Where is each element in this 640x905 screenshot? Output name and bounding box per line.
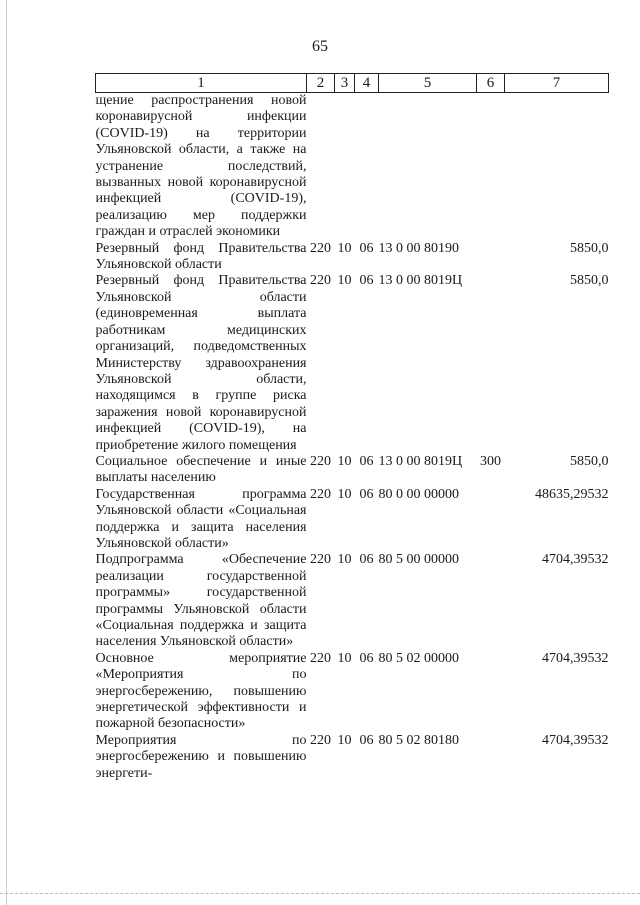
- scan-edge-line: [6, 0, 7, 905]
- row-name: Основное мероприятие «Мероприятия по энергосбережению, повышению энергетической эффективности и пожарной безопасности»: [95, 650, 307, 732]
- row-section-code: 10: [337, 273, 352, 289]
- row-name: Мероприятия по энергосбережению и повышению энергети-: [95, 732, 307, 781]
- row-subsection-code: 06: [359, 486, 374, 502]
- row-amount: 4704,39532: [542, 650, 609, 666]
- row-target-article: 80 0 00 00000: [378, 486, 459, 502]
- row-subsection-code: 06: [359, 453, 374, 469]
- budget-table: [95, 73, 609, 782]
- row-amount: 4704,39532: [542, 732, 609, 748]
- table-row: [96, 454, 609, 487]
- row-amount: 5850,0: [570, 453, 609, 469]
- table-header: [96, 74, 609, 93]
- header-col-4: 4: [355, 74, 379, 93]
- row-subsection-code: 06: [359, 240, 374, 256]
- row-expense-type: [477, 93, 505, 241]
- row-target-article: 13 0 00 80190: [378, 240, 459, 256]
- row-target-article: 13 0 00 8019Ц: [378, 273, 463, 289]
- row-amount: 48635,29532: [535, 486, 609, 502]
- row-subsection-code: [355, 93, 379, 241]
- row-expense-type: 300: [480, 453, 501, 469]
- row-amount: 4704,39532: [542, 552, 609, 568]
- row-ministry-code: 220: [310, 732, 331, 748]
- table-row: [96, 733, 609, 782]
- table-body: [96, 93, 609, 783]
- table-row: [96, 552, 609, 650]
- row-ministry-code: 220: [310, 650, 331, 666]
- row-ministry-code: 220: [310, 240, 331, 256]
- table-row: [96, 93, 609, 241]
- table-row: [96, 487, 609, 553]
- table-row: [96, 241, 609, 274]
- row-ministry-code: [307, 93, 335, 241]
- row-expense-type: [477, 241, 505, 274]
- row-section-code: 10: [337, 650, 352, 666]
- row-section-code: [335, 93, 355, 241]
- row-ministry-code: 220: [310, 273, 331, 289]
- row-name: Подпрограмма «Обеспечение реализации государственной программы» государственной программы Ульяновской области «Социальная поддержка и защита населения Ульяновской области»: [95, 552, 307, 650]
- row-name: Резервный фонд Правительства Ульяновской области: [95, 240, 307, 273]
- row-expense-type: [477, 552, 505, 650]
- row-name: Социальное обеспечение и иные выплаты населению: [95, 453, 307, 486]
- header-col-6: 6: [477, 74, 505, 93]
- row-subsection-code: 06: [359, 273, 374, 289]
- row-section-code: 10: [337, 240, 352, 256]
- row-name: щение распространения новой коронавирусной инфекции (COVID-19) на территории Ульяновской области, а также на устранение последствий, вызванных новой коронавирусной инфекцией (COVID-19), реализацию мер поддержки граждан и отраслей экономики: [95, 93, 307, 240]
- row-expense-type: [477, 487, 505, 553]
- row-amount: 5850,0: [570, 273, 609, 289]
- row-ministry-code: 220: [310, 552, 331, 568]
- row-expense-type: [477, 651, 505, 733]
- scan-bottom-line: [0, 893, 640, 894]
- page-number: 65: [312, 38, 328, 55]
- header-col-7: 7: [505, 74, 609, 93]
- row-expense-type: [477, 273, 505, 453]
- row-target-article: 80 5 02 80180: [378, 732, 459, 748]
- row-name: Резервный фонд Правительства Ульяновской области (единовременная выплата работникам медицинских организаций, подведомственных Министерству здравоохранения Ульяновской области, находящимся в группе риска заражения новой коронавирусной инфекцией (COVID-19), на приобретение жилого помещения: [95, 273, 307, 453]
- row-expense-type: [477, 733, 505, 782]
- row-subsection-code: 06: [359, 552, 374, 568]
- row-section-code: 10: [337, 732, 352, 748]
- row-subsection-code: 06: [359, 732, 374, 748]
- row-target-article: 80 5 00 00000: [378, 552, 459, 568]
- row-amount: [505, 93, 609, 241]
- row-name: Государственная программа Ульяновской области «Социальная поддержка и защита населения Ульяновской области»: [95, 486, 307, 551]
- header-col-2: 2: [307, 74, 335, 93]
- row-subsection-code: 06: [359, 650, 374, 666]
- row-section-code: 10: [337, 453, 352, 469]
- header-col-5: 5: [379, 74, 477, 93]
- row-section-code: 10: [337, 552, 352, 568]
- row-ministry-code: 220: [310, 453, 331, 469]
- row-target-article: 80 5 02 00000: [378, 650, 459, 666]
- header-col-1: 1: [96, 74, 307, 93]
- row-ministry-code: 220: [310, 486, 331, 502]
- row-target-article: [379, 93, 477, 241]
- header-row: [96, 74, 609, 93]
- table-row: [96, 651, 609, 733]
- row-section-code: 10: [337, 486, 352, 502]
- row-target-article: 13 0 00 8019Ц: [378, 453, 463, 469]
- header-col-3: 3: [335, 74, 355, 93]
- row-amount: 5850,0: [570, 240, 609, 256]
- table-row: [96, 273, 609, 453]
